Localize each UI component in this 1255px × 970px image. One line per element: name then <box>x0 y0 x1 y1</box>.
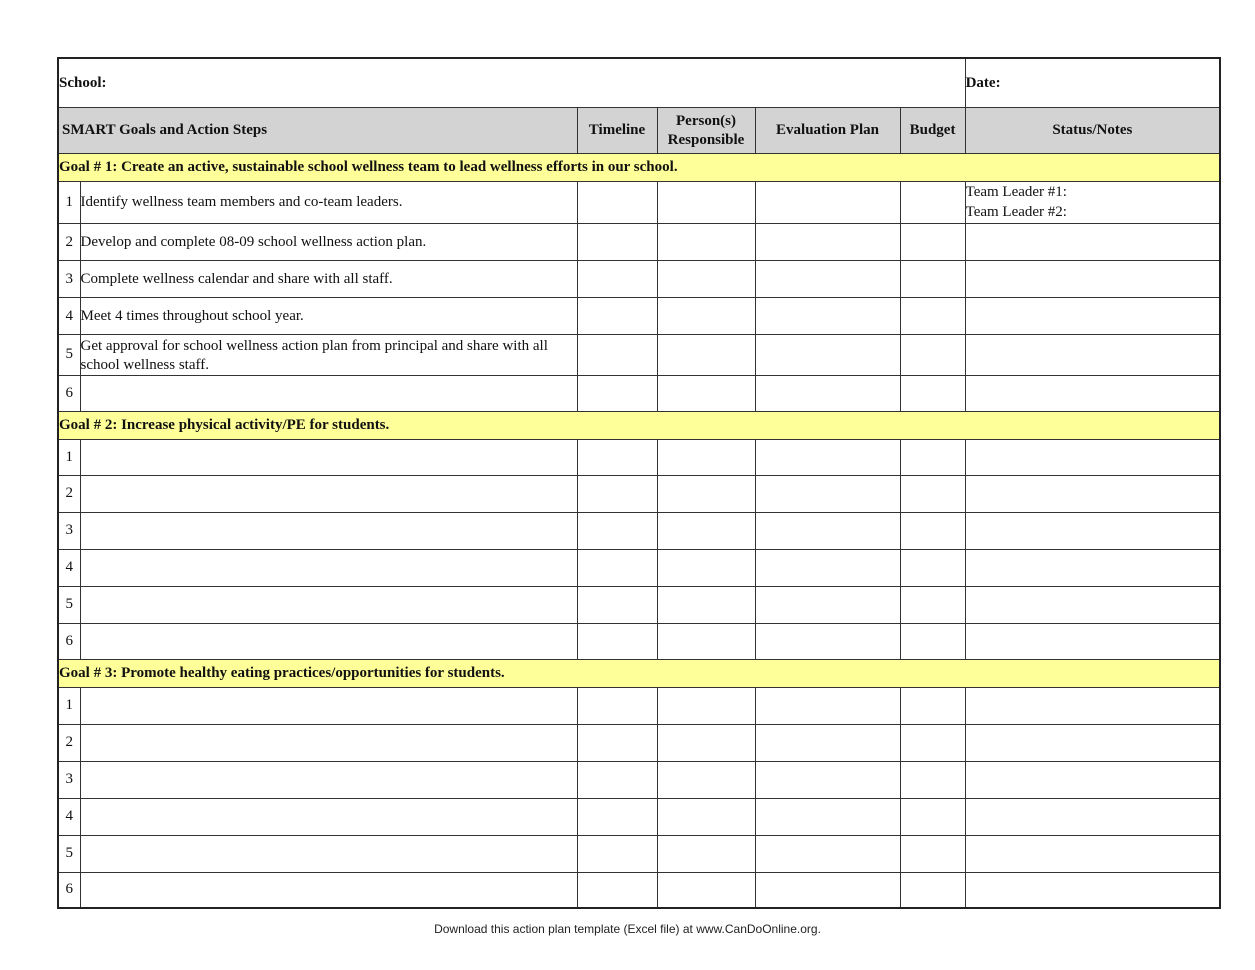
step-number: 2 <box>58 224 80 261</box>
step-number: 4 <box>58 549 80 586</box>
col-header-steps: SMART Goals and Action Steps <box>58 108 577 154</box>
timeline-cell[interactable] <box>577 512 657 549</box>
person-cell[interactable] <box>657 835 755 872</box>
col-header-person-line2: Responsible <box>667 131 745 148</box>
evaluation-cell[interactable] <box>755 872 900 908</box>
col-header-person <box>657 108 755 154</box>
step-text[interactable]: Identify wellness team members and co-team leaders. <box>80 182 577 224</box>
step-number: 5 <box>58 835 80 872</box>
timeline-cell[interactable] <box>577 439 657 475</box>
step-number: 3 <box>58 761 80 798</box>
goal-title: Goal # 1: Create an active, sustainable school wellness team to lead wellness efforts in our school. <box>58 154 1220 182</box>
timeline-cell[interactable] <box>577 182 657 224</box>
person-cell[interactable] <box>657 549 755 586</box>
person-cell[interactable] <box>657 335 755 376</box>
step-number: 5 <box>58 586 80 623</box>
person-cell[interactable] <box>657 623 755 659</box>
step-number: 6 <box>58 623 80 659</box>
column-header-row <box>58 108 1220 154</box>
timeline-cell[interactable] <box>577 224 657 261</box>
evaluation-cell[interactable] <box>755 586 900 623</box>
status-notes-cell[interactable] <box>965 835 1220 872</box>
timeline-cell[interactable] <box>577 261 657 298</box>
timeline-cell[interactable] <box>577 761 657 798</box>
budget-cell[interactable] <box>900 724 965 761</box>
action-step-row <box>58 586 1220 623</box>
date-field[interactable] <box>965 58 1220 108</box>
step-text[interactable] <box>80 439 577 475</box>
step-text[interactable] <box>80 549 577 586</box>
step-number: 2 <box>58 724 80 761</box>
person-cell[interactable] <box>657 475 755 512</box>
status-notes-cell[interactable] <box>965 872 1220 908</box>
step-text[interactable]: Meet 4 times throughout school year. <box>80 298 577 335</box>
person-cell[interactable] <box>657 439 755 475</box>
goals-body <box>58 154 1220 909</box>
evaluation-cell[interactable] <box>755 475 900 512</box>
step-text[interactable] <box>80 798 577 835</box>
goal-row <box>58 154 1220 182</box>
action-step-row <box>58 298 1220 335</box>
timeline-cell[interactable] <box>577 724 657 761</box>
budget-cell[interactable] <box>900 687 965 724</box>
timeline-cell[interactable] <box>577 623 657 659</box>
evaluation-cell[interactable] <box>755 261 900 298</box>
step-text[interactable] <box>80 375 577 411</box>
action-plan-table <box>57 57 1221 909</box>
budget-cell[interactable] <box>900 182 965 224</box>
status-notes-cell[interactable] <box>965 761 1220 798</box>
timeline-cell[interactable] <box>577 549 657 586</box>
step-text[interactable] <box>80 872 577 908</box>
evaluation-cell[interactable] <box>755 439 900 475</box>
person-cell[interactable] <box>657 298 755 335</box>
school-field[interactable] <box>58 58 965 108</box>
col-header-person-line1: Person(s) <box>676 112 736 129</box>
budget-cell[interactable] <box>900 623 965 659</box>
action-step-row <box>58 261 1220 298</box>
step-number: 2 <box>58 475 80 512</box>
person-cell[interactable] <box>657 224 755 261</box>
status-notes-cell[interactable] <box>965 298 1220 335</box>
budget-cell[interactable] <box>900 761 965 798</box>
step-text[interactable] <box>80 512 577 549</box>
timeline-cell[interactable] <box>577 298 657 335</box>
status-notes-cell[interactable] <box>965 798 1220 835</box>
step-text[interactable]: Get approval for school wellness action plan from principal and share with all school wellness staff. <box>80 335 577 376</box>
status-notes-cell[interactable] <box>965 375 1220 411</box>
step-number: 4 <box>58 298 80 335</box>
step-number: 6 <box>58 872 80 908</box>
timeline-cell[interactable] <box>577 586 657 623</box>
step-number: 3 <box>58 512 80 549</box>
action-step-row <box>58 724 1220 761</box>
status-notes-cell[interactable] <box>965 335 1220 376</box>
budget-cell[interactable] <box>900 512 965 549</box>
step-text[interactable]: Develop and complete 08-09 school wellness action plan. <box>80 224 577 261</box>
timeline-cell[interactable] <box>577 872 657 908</box>
person-cell[interactable] <box>657 687 755 724</box>
action-step-row <box>58 475 1220 512</box>
step-text[interactable] <box>80 835 577 872</box>
goal-title: Goal # 3: Promote healthy eating practices/opportunities for students. <box>58 659 1220 687</box>
status-notes-cell[interactable] <box>965 687 1220 724</box>
timeline-cell[interactable] <box>577 335 657 376</box>
goal-title: Goal # 2: Increase physical activity/PE for students. <box>58 411 1220 439</box>
team-leader-1-label: Team Leader #1: <box>965 184 1067 200</box>
budget-cell[interactable] <box>900 439 965 475</box>
evaluation-cell[interactable] <box>755 623 900 659</box>
action-step-row <box>58 335 1220 376</box>
evaluation-cell[interactable] <box>755 512 900 549</box>
step-number: 1 <box>58 182 80 224</box>
action-step-row <box>58 687 1220 724</box>
person-cell[interactable] <box>657 761 755 798</box>
timeline-cell[interactable] <box>577 687 657 724</box>
person-cell[interactable] <box>657 724 755 761</box>
evaluation-cell[interactable] <box>755 687 900 724</box>
budget-cell[interactable] <box>900 224 965 261</box>
budget-cell[interactable] <box>900 375 965 411</box>
step-text[interactable] <box>80 623 577 659</box>
person-cell[interactable] <box>657 182 755 224</box>
step-number: 3 <box>58 261 80 298</box>
step-number: 1 <box>58 687 80 724</box>
step-text[interactable] <box>80 475 577 512</box>
status-notes-cell[interactable] <box>965 549 1220 586</box>
person-cell[interactable] <box>657 261 755 298</box>
step-number: 1 <box>58 439 80 475</box>
status-notes-cell[interactable] <box>965 224 1220 261</box>
action-step-row <box>58 549 1220 586</box>
step-number: 4 <box>58 798 80 835</box>
goal-row <box>58 411 1220 439</box>
col-header-timeline: Timeline <box>577 108 657 154</box>
budget-cell[interactable] <box>900 586 965 623</box>
person-cell[interactable] <box>657 512 755 549</box>
action-step-row <box>58 798 1220 835</box>
action-step-row <box>58 872 1220 908</box>
timeline-cell[interactable] <box>577 475 657 512</box>
goal-row <box>58 659 1220 687</box>
step-text[interactable]: Complete wellness calendar and share with all staff. <box>80 261 577 298</box>
evaluation-cell[interactable] <box>755 182 900 224</box>
step-number: 5 <box>58 335 80 376</box>
evaluation-cell[interactable] <box>755 298 900 335</box>
col-header-evaluation: Evaluation Plan <box>755 108 900 154</box>
budget-cell[interactable] <box>900 872 965 908</box>
status-notes-cell[interactable] <box>965 182 1220 224</box>
status-notes-cell[interactable] <box>965 475 1220 512</box>
action-step-row <box>58 224 1220 261</box>
evaluation-cell[interactable] <box>755 761 900 798</box>
budget-cell[interactable] <box>900 475 965 512</box>
action-step-row <box>58 835 1220 872</box>
status-notes-cell[interactable] <box>965 623 1220 659</box>
budget-cell[interactable] <box>900 335 965 376</box>
person-cell[interactable] <box>657 872 755 908</box>
evaluation-cell[interactable] <box>755 798 900 835</box>
status-notes-cell[interactable] <box>965 512 1220 549</box>
budget-cell[interactable] <box>900 798 965 835</box>
evaluation-cell[interactable] <box>755 375 900 411</box>
footer-note: Download this action plan template (Excel file) at www.CanDoOnline.org. <box>434 922 821 936</box>
date-label: Date: <box>965 74 1001 91</box>
timeline-cell[interactable] <box>577 798 657 835</box>
action-step-row <box>58 182 1220 224</box>
col-header-status: Status/Notes <box>965 108 1220 154</box>
status-notes-cell[interactable] <box>965 586 1220 623</box>
evaluation-cell[interactable] <box>755 335 900 376</box>
evaluation-cell[interactable] <box>755 724 900 761</box>
action-step-row <box>58 623 1220 659</box>
step-text[interactable] <box>80 586 577 623</box>
step-text[interactable] <box>80 761 577 798</box>
school-date-row <box>58 58 1220 108</box>
team-leader-2-label: Team Leader #2: <box>965 203 1067 220</box>
school-label: School: <box>59 74 107 91</box>
status-notes-cell[interactable] <box>965 261 1220 298</box>
evaluation-cell[interactable] <box>755 835 900 872</box>
status-notes-cell[interactable] <box>965 724 1220 761</box>
action-step-row <box>58 375 1220 411</box>
budget-cell[interactable] <box>900 835 965 872</box>
action-step-row <box>58 512 1220 549</box>
step-text[interactable] <box>80 687 577 724</box>
action-step-row <box>58 761 1220 798</box>
col-header-budget: Budget <box>900 108 965 154</box>
budget-cell[interactable] <box>900 549 965 586</box>
timeline-cell[interactable] <box>577 835 657 872</box>
person-cell[interactable] <box>657 375 755 411</box>
budget-cell[interactable] <box>900 298 965 335</box>
evaluation-cell[interactable] <box>755 224 900 261</box>
person-cell[interactable] <box>657 798 755 835</box>
status-notes-cell[interactable] <box>965 439 1220 475</box>
person-cell[interactable] <box>657 586 755 623</box>
timeline-cell[interactable] <box>577 375 657 411</box>
step-number: 6 <box>58 375 80 411</box>
step-text[interactable] <box>80 724 577 761</box>
action-step-row <box>58 439 1220 475</box>
budget-cell[interactable] <box>900 261 965 298</box>
evaluation-cell[interactable] <box>755 549 900 586</box>
